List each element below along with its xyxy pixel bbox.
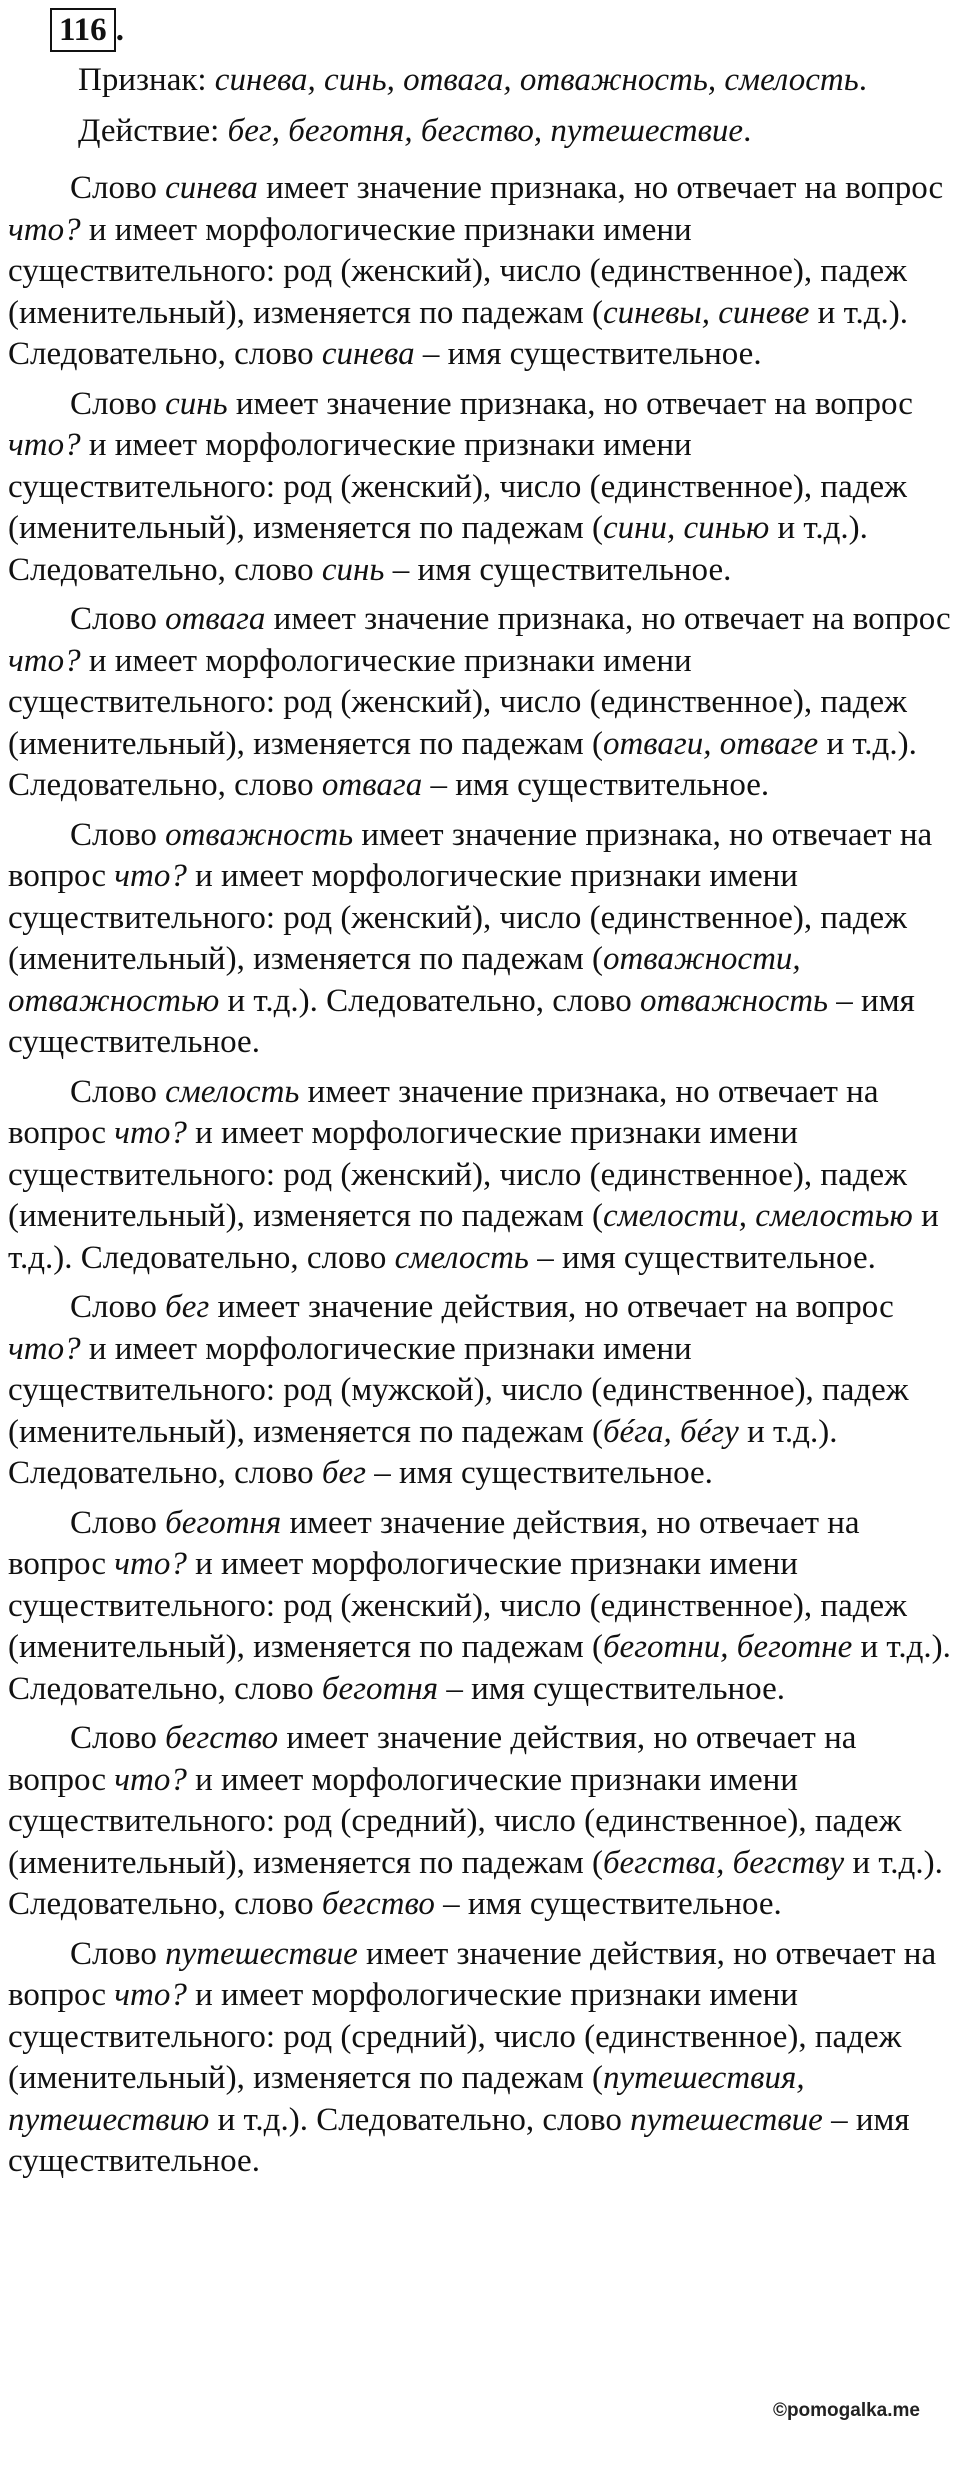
text-run: и имеет морфологические признаки имени существительного: род (женский), число (единственное), падеж (именительный), изменяется по падежам ( [8, 642, 907, 762]
italic-word: бег [165, 1289, 210, 1325]
text-run: и т.д.). Следовательно, слово [8, 725, 917, 803]
text-run: имеет значение действия, но отвечает на вопрос [8, 1504, 860, 1582]
feature-list-label: Признак: [78, 62, 207, 98]
italic-word: беготня [165, 1504, 282, 1541]
text-run: – имя существительное. [8, 982, 915, 1060]
italic-word: синь [165, 385, 228, 422]
text-run: – имя существительное. [422, 767, 770, 803]
text-run: – имя существительное. [414, 336, 762, 372]
italic-word: смелость [394, 1239, 529, 1276]
feature-list-items: синева, синь, отвага, отважность, смелость [214, 62, 859, 98]
text-run: Слово [70, 1073, 166, 1110]
exercise-number-dot: . [115, 12, 124, 48]
italic-word: отвага [165, 601, 266, 637]
italic-word: что? [8, 211, 81, 248]
text-run: Слово [70, 385, 166, 422]
text-run: и имеет морфологические признаки имени существительного: род (женский), число (единственное), падеж (именительный), изменяется по падежам ( [8, 1546, 907, 1665]
italic-word: отважность [640, 982, 829, 1019]
italic-word: путешествие [630, 2101, 823, 2138]
italic-word: что? [8, 1330, 81, 1367]
explanation-paragraph [8, 815, 952, 1064]
explanation-paragraph [8, 384, 952, 592]
text-run: – имя существительное. [384, 551, 732, 588]
action-list [78, 109, 952, 154]
italic-word: что? [114, 1546, 187, 1582]
text-run: и имеет морфологические признаки имени существительного: род (средний), число (единственное), падеж (именительный), изменяется по падежам ( [8, 1977, 902, 2096]
italic-word: сини, синью [602, 510, 770, 546]
text-run: и т.д.). Следовательно, слово [8, 1198, 939, 1276]
italic-word: путешествия, путешествию [8, 2060, 805, 2138]
text-run: Слово [70, 1935, 166, 1972]
text-run: – имя существительное. [366, 1455, 713, 1491]
text-run: и т.д.). Следовательно, слово [8, 294, 909, 372]
explanation-paragraph [8, 168, 952, 376]
explanation-paragraph [8, 599, 952, 807]
italic-word: отважности, отважностью [8, 941, 801, 1019]
italic-word: синева [321, 336, 415, 372]
text-run: и т.д.). Следовательно, слово [219, 982, 641, 1019]
text-run: имеет значение признака, но отвечает на вопрос [257, 170, 944, 206]
text-run: имеет значение признака, но отвечает на вопрос [8, 1073, 879, 1151]
italic-word: что? [114, 1977, 187, 2013]
feature-list-end: . [858, 62, 867, 98]
text-run: – имя существительное. [8, 2101, 910, 2179]
italic-word: что? [8, 427, 81, 463]
feature-list [78, 58, 952, 103]
text-run: и т.д.). Следовательно, слово [209, 2101, 631, 2138]
text-run: и т.д.). Следовательно, слово [8, 1629, 951, 1707]
italic-word: что? [8, 642, 81, 679]
italic-word: бегство [165, 1720, 279, 1756]
text-run: и т.д.). Следовательно, слово [8, 1413, 838, 1491]
text-run: – имя существительное. [434, 1886, 782, 1922]
italic-word: смелости, смелостью [602, 1198, 913, 1234]
text-run: и имеет морфологические признаки имени существительного: род (женский), число (единственное), падеж (именительный), изменяется по падежам ( [8, 427, 907, 546]
text-run: – имя существительное. [528, 1239, 876, 1276]
text-run: имеет значение признака, но отвечает на вопрос [265, 601, 951, 637]
text-run: и имеет морфологические признаки имени существительного: род (средний), число (единственное), падеж (именительный), изменяется по падежам ( [8, 1761, 902, 1881]
action-list-items: бег, беготня, бегство, путешествие [227, 113, 744, 149]
italic-word: путешествие [165, 1935, 358, 1972]
text-run: Слово [70, 1720, 166, 1756]
text-run: – имя существительное. [438, 1670, 785, 1707]
italic-word: беготня [321, 1670, 439, 1707]
text-run: и т.д.). Следовательно, слово [8, 510, 868, 588]
text-run: и имеет морфологические признаки имени существительного: род (мужской), число (единственное), падеж (именительный), изменяется по падежам ( [8, 1330, 909, 1450]
text-run: Слово [70, 816, 166, 853]
exercise-header [8, 8, 952, 52]
exercise-number: 116 [50, 8, 116, 52]
text-run: имеет значение признака, но отвечает на вопрос [8, 816, 933, 894]
italic-word: отвага [321, 767, 423, 803]
text-run: и имеет морфологические признаки имени существительного: род (женский), число (единственное), падеж (именительный), изменяется по падежам ( [8, 1115, 907, 1234]
italic-word: синева [165, 170, 258, 206]
text-run: Слово [70, 1504, 166, 1541]
explanation-paragraph [8, 1503, 952, 1711]
action-list-end: . [743, 113, 752, 149]
italic-word: бéга, бéгу [602, 1413, 739, 1450]
explanation-paragraph [8, 1718, 952, 1926]
explanation-paragraph [8, 1934, 952, 2183]
italic-word: смелость [165, 1073, 300, 1110]
text-run: имеет значение действия, но отвечает на вопрос [8, 1935, 937, 2013]
text-run: Слово [70, 601, 166, 637]
text-run: и имеет морфологические признаки имени существительного: род (женский), число (единственное), падеж (именительный), изменяется по падежам ( [8, 211, 907, 331]
italic-word: бег [321, 1455, 367, 1491]
text-run: Слово [70, 1289, 166, 1325]
italic-word: что? [114, 1761, 187, 1798]
watermark: ©pomogalka.me [772, 2400, 920, 2421]
italic-word: бегства, бегству [602, 1844, 845, 1881]
explanation-paragraphs [8, 168, 952, 2183]
text-run: имеет значение действия, но отвечает на вопрос [209, 1289, 894, 1325]
italic-word: синь [321, 551, 385, 588]
text-run: Слово [70, 170, 166, 206]
italic-word: синевы, синеве [602, 294, 810, 331]
document-page [8, 8, 952, 2183]
text-run: имеет значение действия, но отвечает на вопрос [8, 1720, 857, 1798]
text-run: имеет значение признака, но отвечает на вопрос [227, 385, 913, 422]
italic-word: что? [114, 1115, 187, 1151]
action-list-label: Действие: [78, 113, 220, 149]
text-run: и имеет морфологические признаки имени существительного: род (женский), число (единственное), падеж (именительный), изменяется по падежам ( [8, 858, 907, 977]
italic-word: что? [114, 858, 187, 894]
italic-word: отваги, отваге [602, 725, 819, 762]
italic-word: бегство [321, 1886, 435, 1922]
explanation-paragraph [8, 1072, 952, 1280]
italic-word: беготни, беготне [602, 1629, 853, 1665]
italic-word: отважность [165, 816, 354, 853]
text-run: и т.д.). Следовательно, слово [8, 1844, 943, 1922]
explanation-paragraph [8, 1287, 952, 1495]
